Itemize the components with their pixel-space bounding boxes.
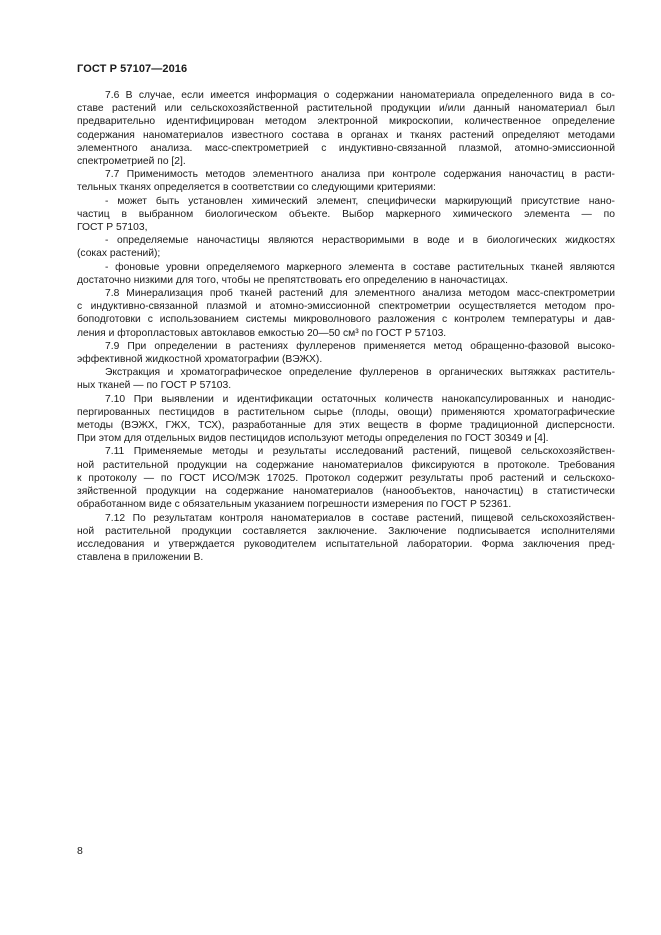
text-line: спектрометрией по [2]. [77, 156, 186, 168]
text-line: 7.8 Минерализация проб тканей растений для элементного анализа методом масс-спектрометрии [105, 288, 615, 300]
text-line: зяйственной продукции на содержание наноматериалов (нанообъектов, наночастиц) в статистически [77, 486, 615, 498]
text-line: содержания наноматериалов известного состава в органах и тканях растений определяют методами [77, 129, 615, 141]
text-line: ной растительной продукции на содержание наноматериалов фиксируются в протоколе. Требования [77, 459, 615, 471]
text-line: - может быть установлен химический элемент, специфически маркирующий присутствие нано- [105, 195, 615, 207]
paragraph-p7-11 [77, 445, 615, 511]
page-number: 8 [77, 845, 83, 857]
text-line: ных тканей — по ГОСТ Р 57103. [77, 380, 232, 392]
text-line: ления и фторопластовых автоклавов емкостью 20—50 см³ по ГОСТ Р 57103. [77, 327, 447, 339]
text-line: достаточно низкими для того, чтобы не препятствовать его определению в наночастицах. [77, 274, 509, 286]
text-line: 7.12 По результатам контроля наноматериалов в составе растений, пищевой сельскохозяйствен- [105, 512, 615, 524]
text-line: 7.10 При выявлении и идентификации остаточных количеств нанокапсулированных и нанодис- [105, 393, 615, 405]
text-line: - определяемые наночастицы являются нерастворимыми в воде и в биологических жидкостях [105, 235, 615, 247]
text-line: пергированных пестицидов в растительном сырье (плоды, овощи) применяются хроматографические [77, 406, 615, 418]
paragraph-p7-7-c [77, 261, 615, 287]
text-line: ной растительной продукции составляется заключение. Заключение подписывается исполнителями [77, 525, 615, 537]
document-header: ГОСТ Р 57107—2016 [77, 63, 188, 75]
text-line: предварительно идентифицирован методом электронной микроскопии, количественное определение [77, 116, 615, 128]
text-line: (соках растений); [77, 248, 161, 260]
text-line: элементного анализа. масс-спектрометрией с индуктивно-связанной плазмой, атомно-эмиссионной [77, 142, 615, 154]
text-line: ставе растений или сельскохозяйственной растительной продукции и/или данный наноматериал был [77, 103, 615, 115]
text-line: к протоколу — по ГОСТ ИСО/МЭК 17025. Протокол содержит результаты проб растений и сельскохо- [77, 472, 615, 484]
paragraph-p7-9 [77, 340, 615, 366]
text-line: методы (ВЭЖХ, ГЖХ, ТСХ), разработанные для этих веществ в форме традиционной дисперсности. [77, 420, 615, 432]
text-line: исследования и утверждается руководителем испытательной лаборатории. Форма заключения пред- [77, 538, 615, 550]
text-line: с индуктивно-связанной плазмой и атомно-эмиссионной спектрометрии осуществляется методом про- [77, 301, 615, 313]
text-line: 7.9 При определении в растениях фуллеренов применяется метод обращенно-фазовой высоко- [105, 340, 615, 352]
text-line: частиц в выбранном биологическом объекте. Выбор маркерного химического элемента — по [77, 208, 615, 220]
paragraph-p7-8 [77, 287, 615, 340]
paragraph-p7-10 [77, 393, 615, 446]
text-line: ГОСТ Р 57103, [77, 222, 148, 234]
paragraph-p7-7-a [77, 195, 615, 235]
text-line: эффективной жидкостной хроматографии (ВЭЖХ). [77, 354, 323, 366]
text-line: тельных тканях определяется в соответствии со следующими критериями: [77, 182, 436, 194]
text-line: Экстракция и хроматографическое определение фуллеренов в органических вытяжках раститель- [105, 367, 615, 379]
paragraph-p7-7 [77, 168, 615, 194]
text-line: 7.6 В случае, если имеется информация о содержании наноматериала определенного вида в со- [105, 90, 615, 101]
text-line: обработанном виде с обязательным указанием погрешности измерения по ГОСТ Р 52361. [77, 499, 512, 511]
text-line: - фоновые уровни определяемого маркерного элемента в составе растительных тканей являются [105, 261, 615, 273]
text-line: 7.11 Применяемые методы и результаты исследований растений, пищевой сельскохозяйствен- [105, 446, 615, 458]
paragraph-p7-9-b [77, 366, 615, 392]
paragraph-p7-7-b [77, 234, 615, 260]
paragraph-p7-6 [77, 89, 615, 168]
text-line: При этом для отдельных видов пестицидов используют методы определения по ГОСТ 30349 и [4]. [77, 433, 549, 445]
paragraph-p7-12 [77, 512, 615, 565]
document-body [77, 89, 615, 564]
text-line: 7.7 Применимость методов элементного анализа при контроле содержания наночастиц в расти- [105, 169, 615, 181]
text-line: боподготовки с использованием системы микроволнового разложения с контролем температуры и дав- [77, 314, 615, 326]
text-line: ставлена в приложении В. [77, 552, 204, 564]
